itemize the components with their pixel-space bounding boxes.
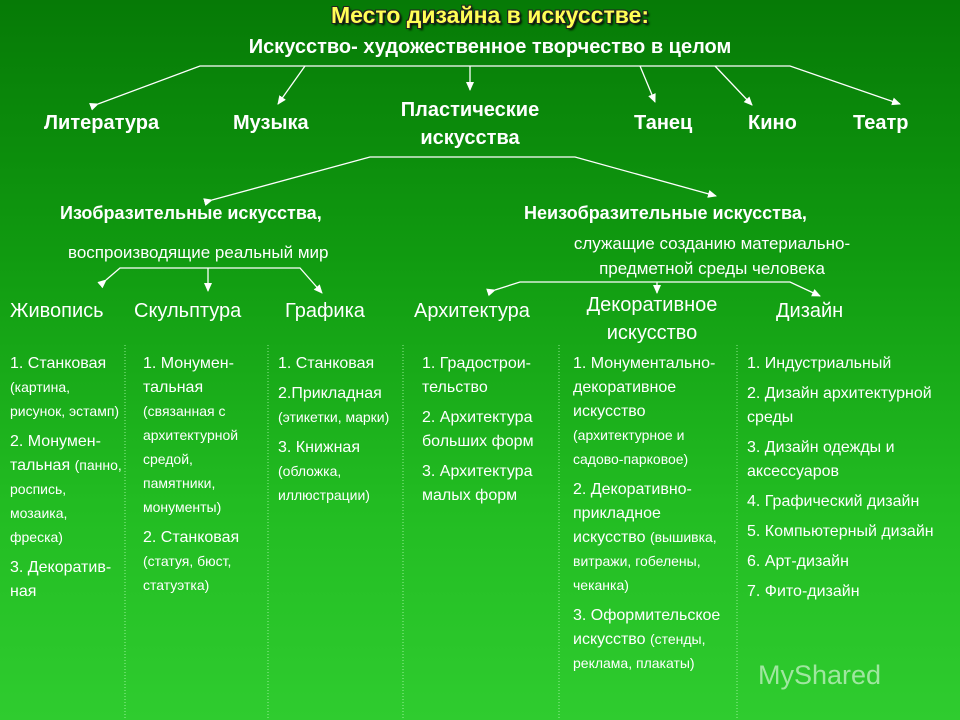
list-item-title: 3. Книжная bbox=[278, 439, 360, 456]
list-architecture bbox=[422, 352, 556, 508]
list-item-title: 4. Графический дизайн bbox=[747, 493, 920, 510]
category-design: Дизайн bbox=[776, 300, 844, 322]
list-item-title: 3. Оформительское искусство bbox=[573, 607, 721, 648]
fine-arts-subtitle: воспроизводящие реальный мир bbox=[68, 243, 329, 262]
list-item-title: 2. Монумен-тальная bbox=[10, 433, 101, 474]
list-item-title: 1. Индустриальный bbox=[747, 355, 892, 372]
list-item-title: 6. Арт-дизайн bbox=[747, 553, 849, 570]
list-item-details: (статуя, бюст, статуэтка) bbox=[143, 553, 232, 593]
list-item-title: 3. Архитектура малых форм bbox=[422, 463, 533, 504]
category-painting: Живопись bbox=[10, 300, 104, 322]
watermark-logo: MyShared bbox=[758, 660, 882, 690]
list-sculpture bbox=[143, 352, 265, 598]
list-item bbox=[747, 382, 955, 430]
list-item-details: (этикетки, марки) bbox=[278, 409, 390, 425]
list-item-title: 2. Архитектура больших форм bbox=[422, 409, 534, 450]
list-item bbox=[10, 430, 122, 550]
list-item-details: (панно, роспись, мозаика, фреска) bbox=[10, 457, 122, 545]
art-dance: Танец bbox=[634, 112, 693, 134]
list-item-title: 1. Монумен-тальная bbox=[143, 355, 234, 396]
list-item-title: 5. Компьютерный дизайн bbox=[747, 523, 934, 540]
art-plastic: Пластические искусства bbox=[400, 99, 540, 149]
list-item bbox=[747, 580, 955, 604]
category-graphics: Графика bbox=[285, 300, 365, 322]
list-item bbox=[747, 436, 955, 484]
list-item-title: 1. Станковая bbox=[278, 355, 375, 372]
list-item bbox=[143, 352, 265, 520]
list-graphics bbox=[278, 352, 400, 508]
plastic-bracket-line bbox=[212, 157, 716, 200]
fine-bracket-line bbox=[106, 268, 322, 293]
list-decorative bbox=[573, 352, 735, 676]
list-item-title: 2. Декоративно-прикладное искусство bbox=[573, 481, 692, 546]
nonfine-arts-title: Неизобразительные искусства, bbox=[524, 203, 807, 223]
list-item bbox=[422, 406, 556, 454]
list-item-details: (архитектурное и садово-парковое) bbox=[573, 427, 689, 467]
list-item bbox=[422, 352, 556, 400]
list-item-title: 2. Дизайн архитектурной среды bbox=[747, 385, 932, 426]
art-theatre: Театр bbox=[853, 112, 909, 134]
list-item-details: (вышивка, витражи, гобелены, чеканка) bbox=[573, 529, 717, 593]
list-item-details: (связанная с архитектурной средой, памятники, монументы) bbox=[143, 403, 239, 515]
category-architecture: Архитектура bbox=[414, 300, 530, 322]
list-item bbox=[573, 604, 735, 676]
list-painting bbox=[10, 352, 122, 604]
list-item bbox=[278, 382, 400, 430]
list-item-title: 7. Фито-дизайн bbox=[747, 583, 860, 600]
list-item-details: (картина, рисунок, эстамп) bbox=[10, 379, 120, 419]
category-decorative: Декоративное искусство bbox=[586, 294, 718, 344]
list-item-title: 2. Станковая bbox=[143, 529, 240, 546]
arrow-to-cinema bbox=[715, 66, 752, 105]
list-item bbox=[747, 490, 955, 514]
category-sculpture: Скульптура bbox=[134, 300, 242, 322]
list-item bbox=[278, 436, 400, 508]
list-item bbox=[10, 556, 122, 604]
arrow-to-dance bbox=[640, 66, 655, 102]
list-item-title: 1. Градострои-тельство bbox=[422, 355, 531, 396]
list-item bbox=[573, 478, 735, 598]
page-title: Место дизайна в искусстве: bbox=[330, 2, 650, 28]
list-item bbox=[143, 526, 265, 598]
list-item bbox=[422, 460, 556, 508]
list-item-title: 1. Монументально-декоративное искусство bbox=[573, 355, 716, 420]
list-item bbox=[747, 520, 955, 544]
list-item-title: 3. Дизайн одежды и аксессуаров bbox=[747, 439, 895, 480]
list-item bbox=[747, 550, 955, 574]
list-item bbox=[747, 352, 955, 376]
list-item bbox=[10, 352, 122, 424]
list-item-title: 2.Прикладная bbox=[278, 385, 382, 402]
art-literature: Литература bbox=[44, 112, 160, 134]
list-item-details: (стенды, реклама, плакаты) bbox=[573, 631, 706, 671]
fine-arts-title: Изобразительные искусства, bbox=[60, 203, 322, 223]
nonfine-arts-subtitle: служащие созданию материально- предметной среды человека bbox=[573, 234, 851, 278]
list-item bbox=[278, 352, 400, 376]
list-item-title: 1. Станковая bbox=[10, 355, 107, 372]
page-subtitle: Искусство- художественное творчество в целом bbox=[248, 36, 732, 58]
art-cinema: Кино bbox=[748, 112, 797, 134]
list-item-title: 3. Декоратив-ная bbox=[10, 559, 112, 600]
list-item bbox=[573, 352, 735, 472]
list-item-details: (обложка, иллюстрации) bbox=[278, 463, 370, 503]
list-design bbox=[747, 352, 955, 604]
art-music: Музыка bbox=[233, 112, 309, 134]
arrow-to-music bbox=[278, 66, 305, 104]
